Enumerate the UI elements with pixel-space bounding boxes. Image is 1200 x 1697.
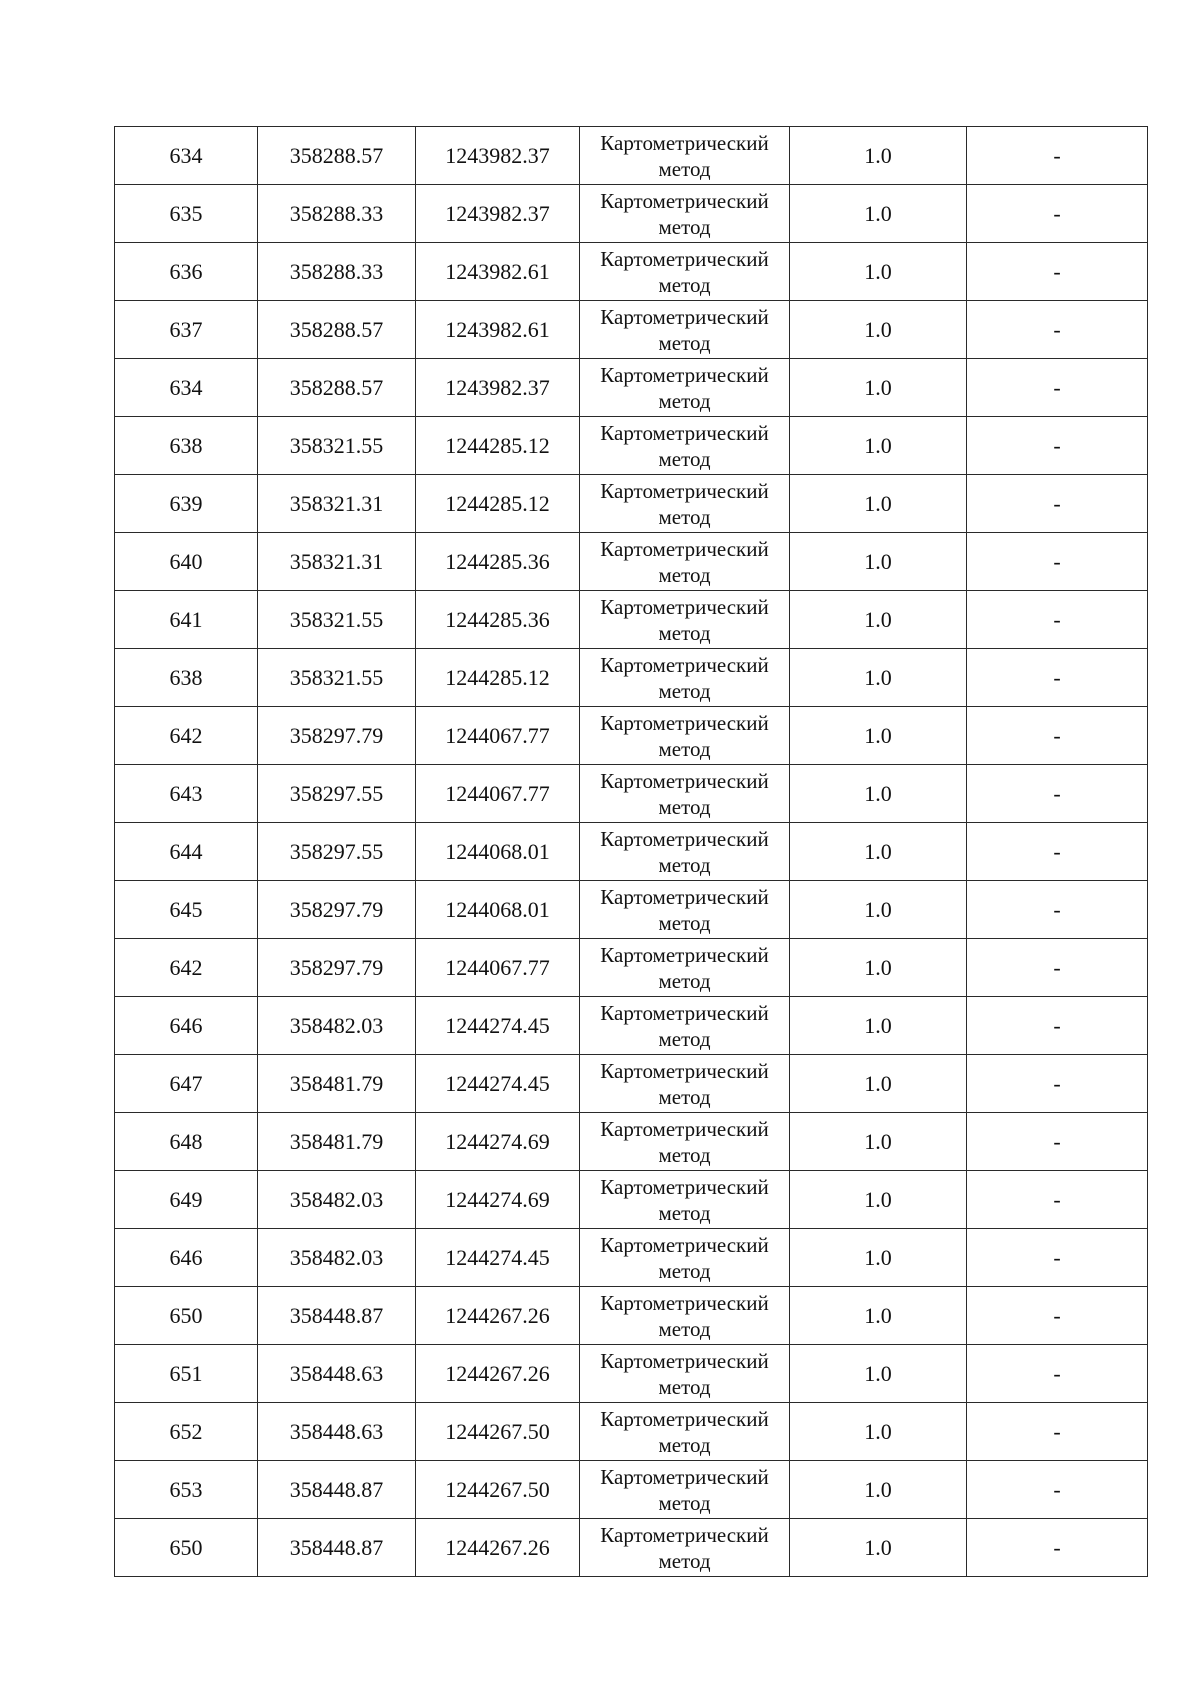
note-cell: -	[967, 997, 1148, 1055]
x-coordinate-cell: 358448.87	[258, 1461, 416, 1519]
accuracy-cell: 1.0	[790, 649, 967, 707]
note-cell: -	[967, 1461, 1148, 1519]
method-line-1: Картометрический	[600, 188, 769, 213]
x-coordinate-cell: 358482.03	[258, 1171, 416, 1229]
x-coordinate-cell: 358321.31	[258, 475, 416, 533]
x-coordinate-cell: 358288.33	[258, 185, 416, 243]
method-cell	[580, 649, 790, 707]
accuracy-cell: 1.0	[790, 127, 967, 185]
coordinates-table-body	[115, 127, 1148, 1577]
table-row	[115, 997, 1148, 1055]
note-cell: -	[967, 1403, 1148, 1461]
method-line-1: Картометрический	[600, 942, 769, 967]
y-coordinate-cell: 1244285.12	[416, 649, 580, 707]
method-line-2: метод	[658, 214, 711, 239]
method-line-1: Картометрический	[600, 362, 769, 387]
note-cell: -	[967, 301, 1148, 359]
note-cell: -	[967, 939, 1148, 997]
method-cell	[580, 243, 790, 301]
method-cell	[580, 881, 790, 939]
note-cell: -	[967, 475, 1148, 533]
point-number-cell: 642	[115, 939, 258, 997]
accuracy-cell: 1.0	[790, 301, 967, 359]
note-cell: -	[967, 1229, 1148, 1287]
method-line-1: Картометрический	[600, 1464, 769, 1489]
x-coordinate-cell: 358288.57	[258, 301, 416, 359]
y-coordinate-cell: 1244267.26	[416, 1345, 580, 1403]
method-cell	[580, 1287, 790, 1345]
x-coordinate-cell: 358321.55	[258, 649, 416, 707]
accuracy-cell: 1.0	[790, 243, 967, 301]
method-line-1: Картометрический	[600, 768, 769, 793]
note-cell: -	[967, 1113, 1148, 1171]
accuracy-cell: 1.0	[790, 1171, 967, 1229]
accuracy-cell: 1.0	[790, 1461, 967, 1519]
accuracy-cell: 1.0	[790, 823, 967, 881]
method-line-1: Картометрический	[600, 1174, 769, 1199]
y-coordinate-cell: 1243982.37	[416, 359, 580, 417]
table-row	[115, 1171, 1148, 1229]
x-coordinate-cell: 358482.03	[258, 1229, 416, 1287]
accuracy-cell: 1.0	[790, 533, 967, 591]
y-coordinate-cell: 1244068.01	[416, 881, 580, 939]
method-line-1: Картометрический	[600, 594, 769, 619]
accuracy-cell: 1.0	[790, 1519, 967, 1577]
point-number-cell: 645	[115, 881, 258, 939]
method-line-1: Картометрический	[600, 246, 769, 271]
method-cell	[580, 417, 790, 475]
x-coordinate-cell: 358297.79	[258, 881, 416, 939]
y-coordinate-cell: 1244267.50	[416, 1461, 580, 1519]
accuracy-cell: 1.0	[790, 1055, 967, 1113]
method-line-1: Картометрический	[600, 884, 769, 909]
point-number-cell: 651	[115, 1345, 258, 1403]
table-row	[115, 359, 1148, 417]
method-line-2: метод	[658, 1026, 711, 1051]
method-cell	[580, 765, 790, 823]
point-number-cell: 647	[115, 1055, 258, 1113]
method-line-2: метод	[658, 678, 711, 703]
y-coordinate-cell: 1244067.77	[416, 707, 580, 765]
method-line-2: метод	[658, 504, 711, 529]
point-number-cell: 638	[115, 649, 258, 707]
y-coordinate-cell: 1244274.69	[416, 1113, 580, 1171]
point-number-cell: 650	[115, 1519, 258, 1577]
accuracy-cell: 1.0	[790, 591, 967, 649]
note-cell: -	[967, 1345, 1148, 1403]
x-coordinate-cell: 358448.63	[258, 1345, 416, 1403]
method-line-1: Картометрический	[600, 478, 769, 503]
table-row	[115, 939, 1148, 997]
table-row	[115, 591, 1148, 649]
point-number-cell: 653	[115, 1461, 258, 1519]
method-line-2: метод	[658, 1258, 711, 1283]
note-cell: -	[967, 1519, 1148, 1577]
y-coordinate-cell: 1244285.36	[416, 533, 580, 591]
point-number-cell: 643	[115, 765, 258, 823]
method-cell	[580, 475, 790, 533]
method-line-2: метод	[658, 794, 711, 819]
method-cell	[580, 1113, 790, 1171]
accuracy-cell: 1.0	[790, 1229, 967, 1287]
table-row	[115, 649, 1148, 707]
note-cell: -	[967, 765, 1148, 823]
y-coordinate-cell: 1244274.69	[416, 1171, 580, 1229]
table-row	[115, 881, 1148, 939]
method-line-2: метод	[658, 272, 711, 297]
y-coordinate-cell: 1244285.36	[416, 591, 580, 649]
method-line-2: метод	[658, 1374, 711, 1399]
note-cell: -	[967, 591, 1148, 649]
method-line-1: Картометрический	[600, 1232, 769, 1257]
method-line-2: метод	[658, 156, 711, 181]
note-cell: -	[967, 359, 1148, 417]
y-coordinate-cell: 1244267.26	[416, 1519, 580, 1577]
note-cell: -	[967, 1171, 1148, 1229]
note-cell: -	[967, 243, 1148, 301]
method-line-1: Картометрический	[600, 304, 769, 329]
method-cell	[580, 997, 790, 1055]
method-cell	[580, 127, 790, 185]
accuracy-cell: 1.0	[790, 997, 967, 1055]
x-coordinate-cell: 358321.31	[258, 533, 416, 591]
x-coordinate-cell: 358297.55	[258, 823, 416, 881]
y-coordinate-cell: 1244285.12	[416, 475, 580, 533]
method-line-1: Картометрический	[600, 652, 769, 677]
method-line-1: Картометрический	[600, 420, 769, 445]
accuracy-cell: 1.0	[790, 765, 967, 823]
method-line-2: метод	[658, 446, 711, 471]
table-row	[115, 1229, 1148, 1287]
table-row	[115, 533, 1148, 591]
method-line-2: метод	[658, 562, 711, 587]
point-number-cell: 649	[115, 1171, 258, 1229]
accuracy-cell: 1.0	[790, 1113, 967, 1171]
table-row	[115, 707, 1148, 765]
method-line-1: Картометрический	[600, 1000, 769, 1025]
point-number-cell: 638	[115, 417, 258, 475]
method-cell	[580, 1461, 790, 1519]
y-coordinate-cell: 1243982.37	[416, 127, 580, 185]
x-coordinate-cell: 358482.03	[258, 997, 416, 1055]
method-line-1: Картометрический	[600, 1058, 769, 1083]
method-cell	[580, 1345, 790, 1403]
method-cell	[580, 1055, 790, 1113]
method-line-1: Картометрический	[600, 1348, 769, 1373]
point-number-cell: 648	[115, 1113, 258, 1171]
method-line-2: метод	[658, 1084, 711, 1109]
y-coordinate-cell: 1243982.37	[416, 185, 580, 243]
method-cell	[580, 707, 790, 765]
method-cell	[580, 301, 790, 359]
method-line-2: метод	[658, 736, 711, 761]
method-line-1: Картометрический	[600, 1290, 769, 1315]
method-line-2: метод	[658, 1142, 711, 1167]
table-row	[115, 475, 1148, 533]
x-coordinate-cell: 358297.79	[258, 939, 416, 997]
x-coordinate-cell: 358448.63	[258, 1403, 416, 1461]
x-coordinate-cell: 358448.87	[258, 1287, 416, 1345]
coordinates-table	[114, 126, 1148, 1577]
point-number-cell: 637	[115, 301, 258, 359]
accuracy-cell: 1.0	[790, 1345, 967, 1403]
point-number-cell: 639	[115, 475, 258, 533]
method-line-2: метод	[658, 852, 711, 877]
method-line-2: метод	[658, 1490, 711, 1515]
x-coordinate-cell: 358481.79	[258, 1113, 416, 1171]
x-coordinate-cell: 358288.57	[258, 127, 416, 185]
table-row	[115, 417, 1148, 475]
table-row	[115, 1287, 1148, 1345]
table-row	[115, 1055, 1148, 1113]
method-line-1: Картометрический	[600, 1406, 769, 1431]
method-line-1: Картометрический	[600, 1522, 769, 1547]
y-coordinate-cell: 1243982.61	[416, 243, 580, 301]
point-number-cell: 634	[115, 127, 258, 185]
note-cell: -	[967, 1287, 1148, 1345]
method-line-2: метод	[658, 1316, 711, 1341]
point-number-cell: 644	[115, 823, 258, 881]
method-line-2: метод	[658, 620, 711, 645]
method-cell	[580, 591, 790, 649]
x-coordinate-cell: 358321.55	[258, 591, 416, 649]
y-coordinate-cell: 1244285.12	[416, 417, 580, 475]
accuracy-cell: 1.0	[790, 707, 967, 765]
method-cell	[580, 823, 790, 881]
accuracy-cell: 1.0	[790, 475, 967, 533]
method-cell	[580, 1403, 790, 1461]
method-line-1: Картометрический	[600, 130, 769, 155]
table-row	[115, 301, 1148, 359]
method-cell	[580, 1519, 790, 1577]
method-cell	[580, 533, 790, 591]
table-row	[115, 1345, 1148, 1403]
method-cell	[580, 185, 790, 243]
note-cell: -	[967, 823, 1148, 881]
x-coordinate-cell: 358448.87	[258, 1519, 416, 1577]
accuracy-cell: 1.0	[790, 359, 967, 417]
x-coordinate-cell: 358288.57	[258, 359, 416, 417]
x-coordinate-cell: 358481.79	[258, 1055, 416, 1113]
accuracy-cell: 1.0	[790, 1403, 967, 1461]
table-row	[115, 823, 1148, 881]
point-number-cell: 636	[115, 243, 258, 301]
x-coordinate-cell: 358288.33	[258, 243, 416, 301]
x-coordinate-cell: 358297.79	[258, 707, 416, 765]
table-row	[115, 1519, 1148, 1577]
point-number-cell: 646	[115, 997, 258, 1055]
note-cell: -	[967, 127, 1148, 185]
y-coordinate-cell: 1244067.77	[416, 765, 580, 823]
method-line-2: метод	[658, 1548, 711, 1573]
method-line-2: метод	[658, 1432, 711, 1457]
note-cell: -	[967, 707, 1148, 765]
table-row	[115, 185, 1148, 243]
accuracy-cell: 1.0	[790, 881, 967, 939]
point-number-cell: 641	[115, 591, 258, 649]
method-cell	[580, 939, 790, 997]
method-line-1: Картометрический	[600, 710, 769, 735]
y-coordinate-cell: 1244274.45	[416, 1229, 580, 1287]
table-row	[115, 1461, 1148, 1519]
method-line-2: метод	[658, 1200, 711, 1225]
accuracy-cell: 1.0	[790, 1287, 967, 1345]
table-row	[115, 765, 1148, 823]
y-coordinate-cell: 1244267.26	[416, 1287, 580, 1345]
note-cell: -	[967, 881, 1148, 939]
method-line-2: метод	[658, 330, 711, 355]
x-coordinate-cell: 358321.55	[258, 417, 416, 475]
table-row	[115, 1113, 1148, 1171]
x-coordinate-cell: 358297.55	[258, 765, 416, 823]
method-line-2: метод	[658, 968, 711, 993]
method-line-2: метод	[658, 388, 711, 413]
method-cell	[580, 1229, 790, 1287]
accuracy-cell: 1.0	[790, 417, 967, 475]
point-number-cell: 642	[115, 707, 258, 765]
method-cell	[580, 359, 790, 417]
point-number-cell: 640	[115, 533, 258, 591]
accuracy-cell: 1.0	[790, 939, 967, 997]
table-row	[115, 1403, 1148, 1461]
y-coordinate-cell: 1244274.45	[416, 997, 580, 1055]
point-number-cell: 650	[115, 1287, 258, 1345]
method-line-1: Картометрический	[600, 536, 769, 561]
point-number-cell: 635	[115, 185, 258, 243]
note-cell: -	[967, 1055, 1148, 1113]
table-row	[115, 127, 1148, 185]
y-coordinate-cell: 1243982.61	[416, 301, 580, 359]
note-cell: -	[967, 185, 1148, 243]
method-cell	[580, 1171, 790, 1229]
y-coordinate-cell: 1244274.45	[416, 1055, 580, 1113]
y-coordinate-cell: 1244267.50	[416, 1403, 580, 1461]
note-cell: -	[967, 533, 1148, 591]
y-coordinate-cell: 1244067.77	[416, 939, 580, 997]
point-number-cell: 652	[115, 1403, 258, 1461]
table-row	[115, 243, 1148, 301]
method-line-1: Картометрический	[600, 1116, 769, 1141]
accuracy-cell: 1.0	[790, 185, 967, 243]
point-number-cell: 634	[115, 359, 258, 417]
point-number-cell: 646	[115, 1229, 258, 1287]
method-line-1: Картометрический	[600, 826, 769, 851]
note-cell: -	[967, 649, 1148, 707]
y-coordinate-cell: 1244068.01	[416, 823, 580, 881]
note-cell: -	[967, 417, 1148, 475]
method-line-2: метод	[658, 910, 711, 935]
